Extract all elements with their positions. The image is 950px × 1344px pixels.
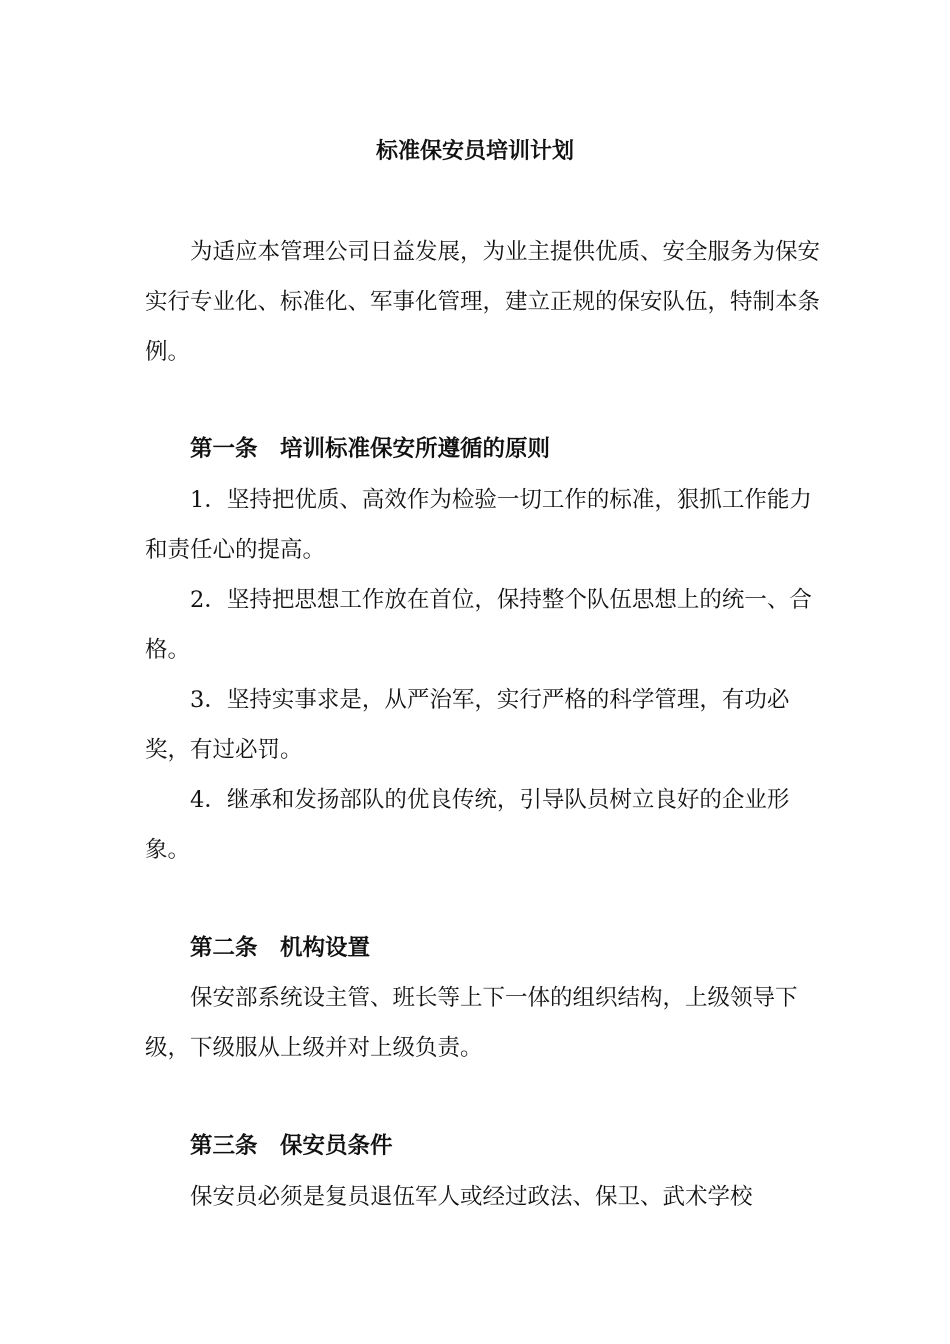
document-title: 标准保安员培训计划: [375, 139, 574, 164]
section-3-heading: 第三条 保安员条件: [190, 1133, 393, 1159]
section-1-item-2: 2．坚持把思想工作放在首位，保持整个队伍思想上的统一、合格。: [145, 587, 812, 663]
intro-paragraph: 为适应本管理公司日益发展，为业主提供优质、安全服务为保安实行专业化、标准化、军事化管理，建立正规的保安队伍，特制本条例。: [145, 239, 821, 365]
section-1-item-4: 4．继承和发扬部队的优良传统，引导队员树立良好的企业形象。: [145, 787, 790, 863]
section-1-item-3: 3．坚持实事求是，从严治军，实行严格的科学管理，有功必奖，有过必罚。: [145, 687, 790, 763]
section-2-heading: 第二条 机构设置: [190, 935, 371, 961]
section-1-heading: 第一条 培训标准保安所遵循的原则: [190, 436, 551, 462]
section-2-item-1: 保安部系统设主管、班长等上下一体的组织结构，上级领导下级，下级服从上级并对上级负责。: [145, 985, 798, 1061]
section-3-item-1: 保安员必须是复员退伍军人或经过政法、保卫、武术学校: [190, 1184, 753, 1210]
section-1-item-1: 1．坚持把优质、高效作为检验一切工作的标准，狠抓工作能力和责任心的提高。: [145, 487, 812, 563]
